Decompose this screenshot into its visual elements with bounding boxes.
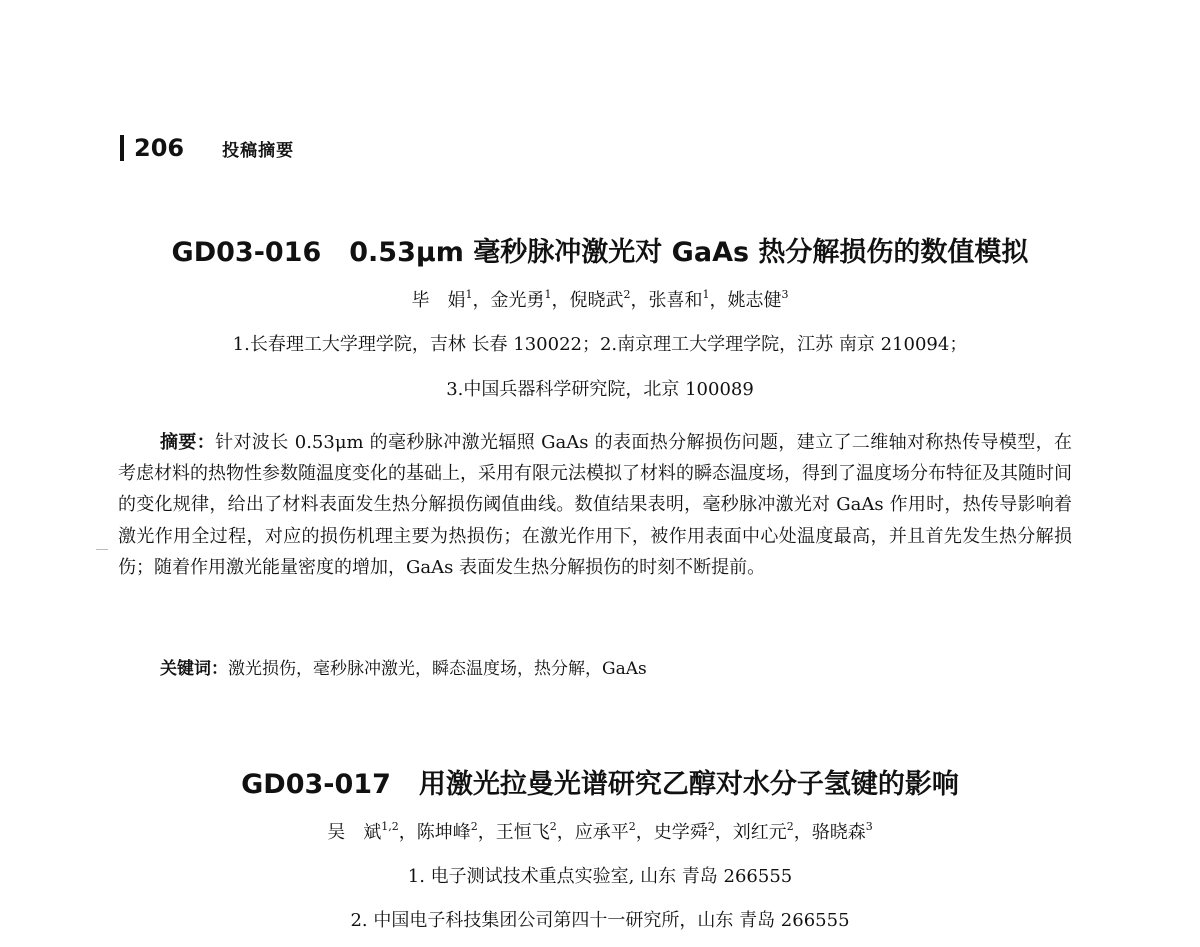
article1-authors: 毕 娟$^1$，金光勇$^1$，倪晓武$^2$，张喜和$^1$，姚志健$^3$ [411,288,789,311]
author: 应承平 [574,822,629,843]
abstract-text: 针对波长 0.53μm 的毫秒脉冲激光辐照 GaAs 的表面热分解损伤问题，建立了二维轴对称热传导模型，在考虑材料的热物性参数随温度变化的基础上，采用有限元法模拟了材料的瞬态温度场，得到了温度场分布特征及其随时间的变化规律，给出了材料表面发生热分解损伤阈值曲线。数值结果表明，毫秒脉冲激光对 GaAs 作用时，热传导影响着激光作用全过程，对应的损伤机理主要为热损伤；在激光作用下，被作用表面中心处温度最高，并且首先发生热分解损伤；随着作用激光能量密度的增加，GaAs 表面发生热分解损伤的时刻不断提前。 [118,432,1073,578]
keywords-label: 关键词： [160,659,228,679]
author: 倪晓武 [569,290,624,311]
author: 王恒飞 [495,822,550,843]
article1-title-text: 0.53μm 毫秒脉冲激光对 GaAs 热分解损伤的数值模拟 [349,237,1029,268]
article2-code: GD03-017 [241,769,391,800]
section-title: 投稿摘要 [222,140,295,161]
article1-abstract [118,427,1072,583]
article2-title-text: 用激光拉曼光谱研究乙醇对水分子氢键的影响 [418,769,959,800]
scan-artifact [96,549,108,550]
author: 金光勇 [490,290,545,311]
author: 陈坤峰 [416,822,471,843]
author: 张喜和 [648,290,703,311]
author: 姚志健 [727,290,782,311]
author: 毕 娟 [411,290,466,311]
author: 骆晓森 [811,822,866,843]
author: 史学舜 [653,822,708,843]
article2-affiliation-line: 2. 中国电子科技集团公司第四十一研究所，山东 青岛 266555 [350,910,850,931]
author: 吴 斌 [327,822,382,843]
page-number: 206 [134,134,185,162]
article1-keywords [160,654,647,679]
article1-affiliation-line: 3.中国兵器科学研究院，北京 100089 [446,379,754,400]
article2-title [0,762,1200,801]
article2-affiliation-line: 1. 电子测试技术重点实验室, 山东 青岛 266555 [407,866,793,887]
header-bar [120,135,124,161]
keywords-text: 激光损伤，毫秒脉冲激光，瞬态温度场，热分解，GaAs [228,659,647,679]
author: 刘红元 [732,822,787,843]
article2-authors: 吴 斌$^{1,2}$，陈坤峰$^2$，王恒飞$^2$，应承平$^2$，史学舜$^2$，刘红元$^2$，骆晓森$^3$ [327,820,873,843]
article1-title [0,230,1200,269]
abstract-label: 摘要： [160,432,216,453]
article1-affiliation-line: 1.长春理工大学理学院，吉林 长春 130022；2.南京理工大学理学院，江苏 南京 210094； [232,334,968,355]
page-header [120,134,294,162]
article1-code: GD03-016 [171,237,322,268]
